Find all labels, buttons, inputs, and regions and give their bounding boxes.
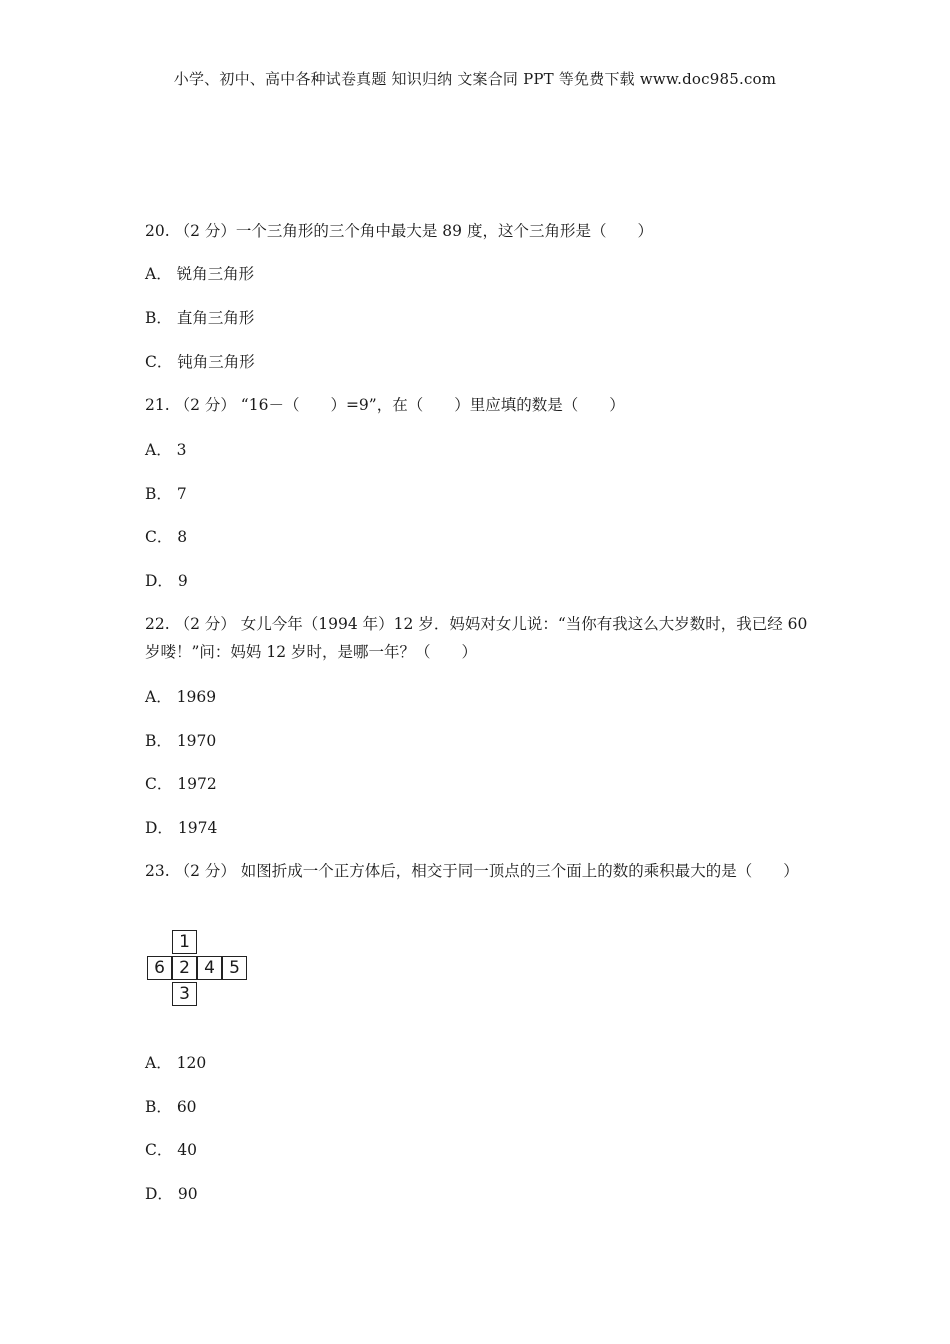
page-header: 小学、初中、高中各种试卷真题 知识归纳 文案合同 PPT 等免费下载 www.doc985.com bbox=[173, 70, 777, 88]
question-21-option-b[interactable]: B． 7 bbox=[145, 485, 187, 503]
question-20-option-b[interactable]: B． 直角三角形 bbox=[145, 309, 255, 327]
question-21-text: 21. （2 分） “16－（ ）=9”，在（ ）里应填的数是（ ） bbox=[145, 396, 625, 414]
question-21-option-d[interactable]: D． 9 bbox=[145, 572, 188, 590]
question-20-option-c[interactable]: C． 钝角三角形 bbox=[145, 353, 255, 371]
question-23-text: 23. （2 分） 如图折成一个正方体后，相交于同一顶点的三个面上的数的乘积最大的是（ ） bbox=[145, 862, 799, 880]
cube-net-face-right-2: 5 bbox=[222, 956, 247, 980]
question-22-option-b[interactable]: B． 1970 bbox=[145, 732, 217, 750]
question-20-option-a[interactable]: A． 锐角三角形 bbox=[145, 265, 255, 283]
question-22-option-c[interactable]: C． 1972 bbox=[145, 775, 217, 793]
question-22-option-d[interactable]: D． 1974 bbox=[145, 819, 218, 837]
cube-net-face-right-1: 4 bbox=[197, 956, 222, 980]
question-21-option-a[interactable]: A． 3 bbox=[145, 441, 187, 459]
question-23-option-c[interactable]: C． 40 bbox=[145, 1141, 198, 1159]
cube-net-face-top: 1 bbox=[172, 930, 197, 954]
question-23-option-b[interactable]: B． 60 bbox=[145, 1098, 197, 1116]
question-21-option-c[interactable]: C． 8 bbox=[145, 528, 188, 546]
question-20-text: 20. （2 分）一个三角形的三个角中最大是 89 度，这个三角形是（ ） bbox=[145, 222, 653, 240]
question-22-option-a[interactable]: A． 1969 bbox=[145, 688, 217, 706]
cube-net-face-center: 2 bbox=[172, 956, 197, 980]
question-22-text: 22. （2 分） 女儿今年（1994 年）12 岁．妈妈对女儿说：“当你有我这么大岁数时，我已经 60 岁喽！”问：妈妈 12 岁时，是哪一年？（ ） bbox=[145, 615, 808, 661]
cube-net-face-bottom: 3 bbox=[172, 982, 197, 1006]
question-23-option-d[interactable]: D． 90 bbox=[145, 1185, 198, 1203]
cube-net-figure bbox=[145, 930, 255, 1010]
question-23-option-a[interactable]: A． 120 bbox=[145, 1054, 207, 1072]
cube-net-face-left: 6 bbox=[147, 956, 172, 980]
